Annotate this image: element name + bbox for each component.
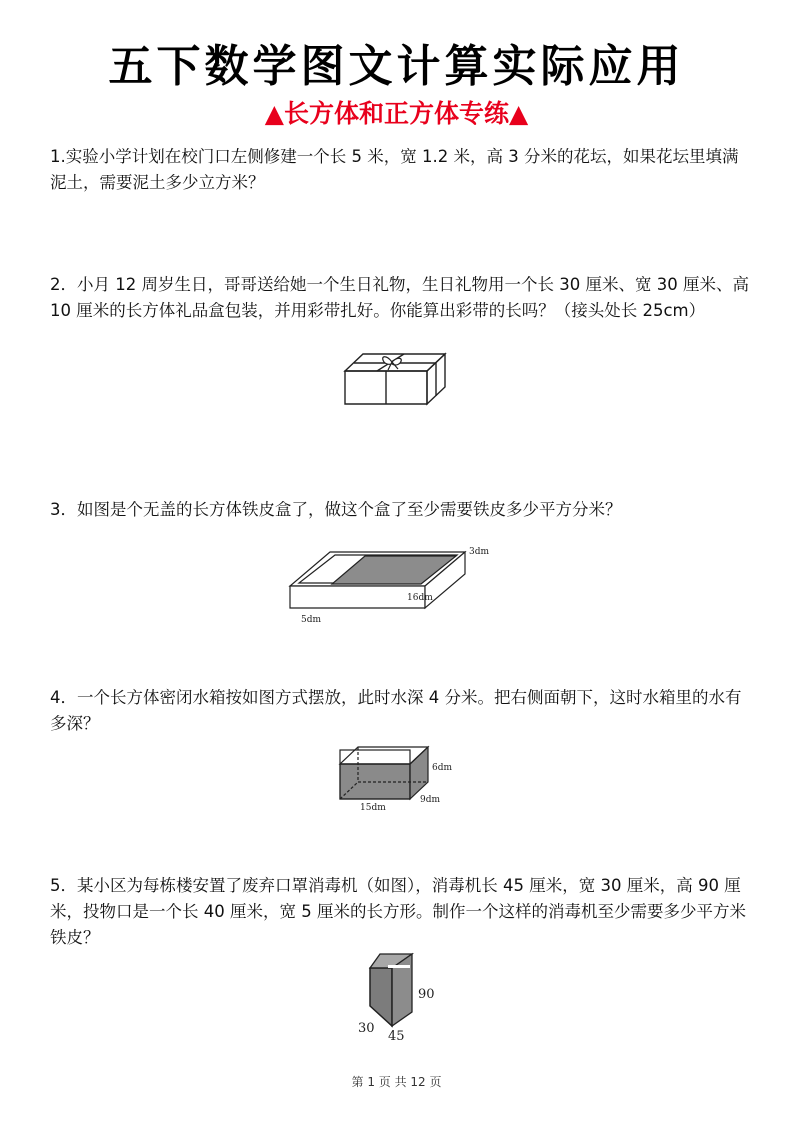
tank-length-label: 15dm	[360, 803, 386, 813]
problem-1-text: 1.实验小学计划在校门口左侧修建一个长 5 米，宽 1.2 米，高 3 分米的花坛，如果花坛里填满泥土，需要泥土多少立方米？	[50, 147, 739, 192]
box3-height-label: 3dm	[469, 547, 490, 557]
problem-2-text: 2．小月 12 周岁生日，哥哥送给她一个生日礼物，生日礼物用一个长 30 厘米、宽 30 厘米、高 10 厘米的长方体礼品盒包装，并用彩带扎好。你能算出彩带的长吗？（接头处长 25cm）	[50, 275, 749, 320]
problem-3-text: 3．如图是个无盖的长方体铁皮盒了，做这个盒了至少需要铁皮多少平方分米？	[50, 500, 622, 519]
problem-5-text: 5．某小区为每栋楼安置了废弃口罩消毒机（如图），消毒机长 45 厘米，宽 30 厘米，高 90 厘米，投物口是一个长 40 厘米，宽 5 厘米的长方形。制作一个这样的消毒机至少需要多少平方米铁皮？	[50, 876, 746, 947]
page-subtitle: ▲长方体和正方体专练▲	[264, 99, 529, 128]
box3-length-label: 16dm	[407, 593, 433, 603]
page-title: 五下数学图文计算实际应用	[108, 41, 685, 92]
gift-box-figure	[340, 346, 450, 410]
box3-width-label: 5dm	[301, 615, 322, 625]
ribbon-bow-icon	[383, 357, 402, 370]
tank-height-label: 6dm	[432, 763, 453, 773]
disinfection-machine-figure	[352, 948, 452, 1044]
machine-height-label: 90	[418, 987, 435, 1002]
open-box-figure	[285, 536, 505, 632]
problem-4-text: 4．一个长方体密闭水箱按如图方式摆放，此时水深 4 分米。把右侧面朝下，这时水箱里的水有多深？	[50, 688, 742, 733]
page-footer: 第 1 页 共 12 页	[351, 1075, 442, 1089]
water-tank-figure	[330, 740, 460, 816]
machine-width-label: 30	[358, 1021, 375, 1036]
drop-slot	[388, 965, 410, 968]
tank-width-label: 9dm	[420, 795, 441, 805]
machine-length-label: 45	[388, 1029, 405, 1044]
